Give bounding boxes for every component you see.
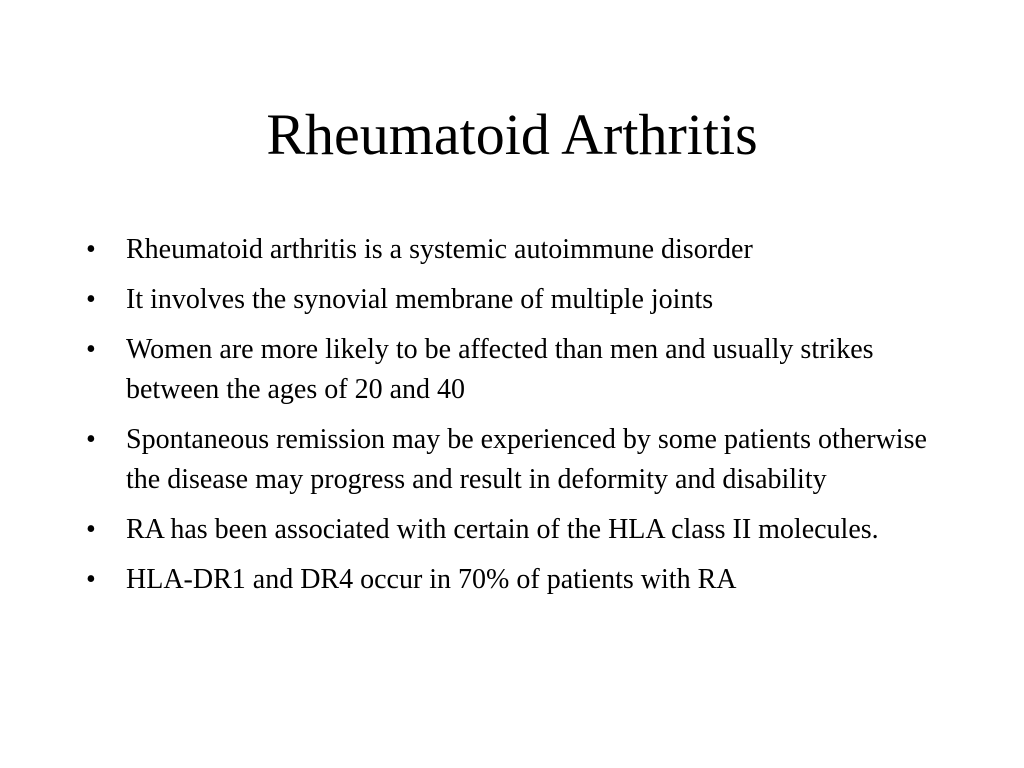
- bullet-text: Rheumatoid arthritis is a systemic autoimmune disorder: [126, 234, 753, 265]
- bullet-item: [86, 230, 946, 270]
- bullet-icon: •: [86, 424, 96, 455]
- bullet-item: [86, 280, 946, 320]
- bullet-icon: •: [86, 564, 96, 595]
- slide-title: Rheumatoid Arthritis: [266, 102, 758, 167]
- bullet-item: [86, 510, 946, 550]
- bullet-list: [86, 230, 946, 610]
- bullet-icon: •: [86, 334, 96, 365]
- bullet-item: [86, 420, 946, 500]
- bullet-item: [86, 560, 946, 600]
- bullet-text: Spontaneous remission may be experienced by some patients otherwise the disease may progress and result in deformity and disability: [126, 424, 927, 495]
- bullet-icon: •: [86, 234, 96, 265]
- bullet-text: Women are more likely to be affected than men and usually strikes between the ages of 20 and 40: [126, 334, 874, 405]
- bullet-text: HLA-DR1 and DR4 occur in 70% of patients with RA: [126, 564, 737, 595]
- bullet-text: RA has been associated with certain of the HLA class II molecules.: [126, 514, 879, 545]
- bullet-item: [86, 330, 946, 410]
- bullet-icon: •: [86, 284, 96, 315]
- bullet-icon: •: [86, 514, 96, 545]
- bullet-text: It involves the synovial membrane of multiple joints: [126, 284, 714, 315]
